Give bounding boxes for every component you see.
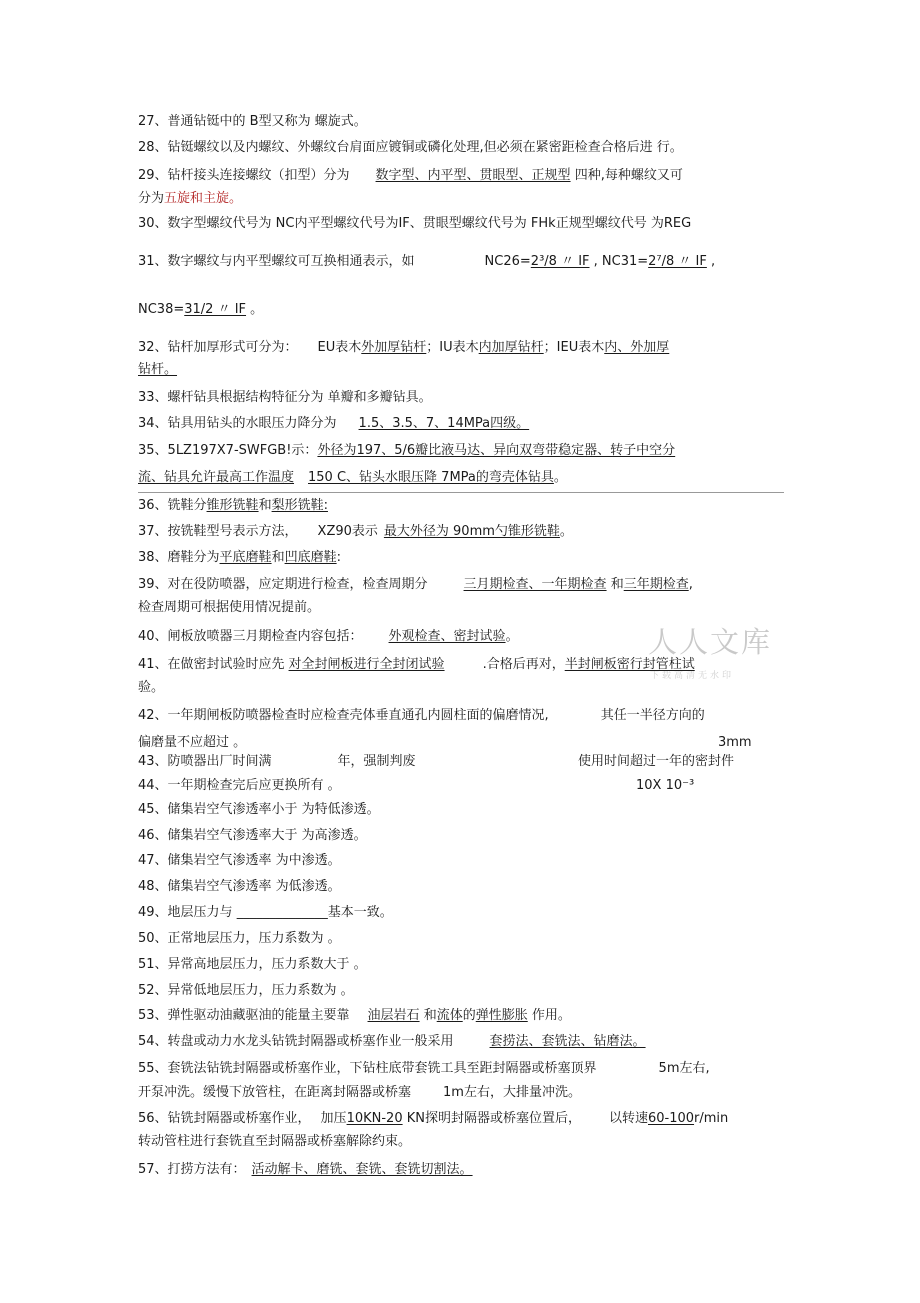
item-32 <box>138 339 669 357</box>
item-40-text: 40、闸板放喷器三月期检查内容包括： <box>138 629 363 644</box>
item-36-answer-1: 锥形铣鞋 <box>206 498 259 513</box>
item-55 <box>138 1060 710 1078</box>
item-31-nc26: NC26= <box>484 254 531 269</box>
item-42-cont-text: 偏磨量不应超过 。 <box>138 735 247 750</box>
item-40-end: 。 <box>505 629 519 644</box>
item-42-text: 42、一年期闸板防喷器检查时应检查壳体垂直通孔内圆柱面的偏磨情况, <box>138 708 549 723</box>
item-35-cont-end: 。 <box>553 470 567 485</box>
item-31-nc31: , NC31= <box>589 254 649 269</box>
item-31-tail: , <box>706 254 716 269</box>
item-46: 46、储集岩空气渗透率大于 为高渗透。 <box>138 828 367 843</box>
item-53-answer-1: 油层岩石 <box>367 1008 420 1023</box>
item-47: 47、储集岩空气渗透率 为中渗透。 <box>138 853 341 868</box>
item-37-answer: 最大外径为 90mm勺锥形铣鞋 <box>383 524 560 539</box>
item-39-cont: 检查周期可根据使用情况提前。 <box>138 600 321 615</box>
item-56-mid: KN探明封隔器或桥塞位置后， <box>402 1111 581 1126</box>
item-50: 50、正常地层压力，压力系数为 。 <box>138 931 341 946</box>
item-32-ieu: ；IEU表木 <box>543 340 605 355</box>
item-34-text: 34、钻具用钻头的水眼压力降分为 <box>138 416 337 431</box>
item-37-text: 37、按铣鞋型号表示方法， <box>138 524 298 539</box>
item-42-tail: 其任一半径方向的 <box>600 708 705 723</box>
item-44-text: 44、一年期检查完后应更换所有 。 <box>138 778 341 793</box>
item-43 <box>138 753 758 771</box>
item-31 <box>138 253 715 271</box>
item-49 <box>138 904 393 922</box>
item-31-nc26-answer: 2³/8 〃 IF <box>530 254 590 269</box>
item-53-answer-3: 弹性膨胀 <box>475 1008 528 1023</box>
item-42-cont <box>138 734 752 752</box>
item-39-text: 39、对在役防喷器，应定期进行检查，检查周期分 <box>138 577 428 592</box>
item-54-text: 54、转盘或动力水龙头钻铣封隔器或桥塞作业一般采用 <box>138 1034 454 1049</box>
item-51: 51、异常高地层压力，压力系数大于 。 <box>138 957 367 972</box>
item-38-end: : <box>336 550 341 565</box>
item-32-iu: ；IU表木 <box>426 340 479 355</box>
item-37 <box>138 523 573 541</box>
item-29-text: 29、钻杆接头连接螺纹（扣型）分为 <box>138 168 350 183</box>
item-56-unit: r/min <box>694 1111 729 1126</box>
item-35-text: 35、5LZ197X7-SWFGB!示： <box>138 443 318 458</box>
item-56-cont: 转动管柱进行套铣直至封隔器或桥塞解除约束。 <box>138 1134 412 1149</box>
item-56-answer-1: 10KN-20 <box>346 1111 403 1126</box>
item-44 <box>138 777 758 795</box>
item-32-ieu-answer: 内、外加厚 <box>604 340 670 355</box>
item-56-speed: 以转速 <box>608 1111 648 1126</box>
item-29-answer: 数字型、内平型、贯眼型、正规型 <box>375 168 571 183</box>
watermark-title: 人人文库 <box>648 625 773 659</box>
item-55-answer: 5m左右, <box>658 1061 710 1076</box>
item-38-answer-1: 平底磨鞋 <box>219 550 272 565</box>
item-39-answer-1: 三月期检查、一年期检查 <box>463 577 607 592</box>
item-49-text: 49、地层压力与 <box>138 905 237 920</box>
item-38 <box>138 549 341 567</box>
item-31-nc38-answer: 31/2 〃 IF <box>184 302 247 317</box>
item-48: 48、储集岩空气渗透率 为低渗透。 <box>138 879 341 894</box>
item-36 <box>138 497 328 515</box>
item-32-cont-answer: 钻杆。 <box>138 362 178 377</box>
item-38-and: 和 <box>271 550 285 565</box>
item-44-answer: 10X 10⁻³ <box>636 778 695 793</box>
item-31-nc31-answer: 2⁷/8 〃 IF <box>648 254 707 269</box>
item-38-answer-2: 凹底磨鞋 <box>284 550 337 565</box>
item-57 <box>138 1161 473 1179</box>
item-33: 33、螺杆钻具根据结构特征分为 单瓣和多瓣钻具。 <box>138 390 432 405</box>
section-divider <box>138 492 784 493</box>
item-53-answer-2: 流体 <box>436 1008 463 1023</box>
item-37-code: XZ90表示 <box>317 524 378 539</box>
item-45: 45、储集岩空气渗透率小于 为特低渗透。 <box>138 802 380 817</box>
item-37-end: 。 <box>559 524 573 539</box>
item-29-tail: 四种,每种螺纹又可 <box>570 168 683 183</box>
item-29-cont <box>138 190 242 208</box>
item-49-blank: ______________ <box>236 905 328 920</box>
item-55-cont <box>138 1084 581 1102</box>
item-41 <box>138 656 695 674</box>
item-54-answer: 套捞法、套铣法、钻磨法。 <box>489 1034 646 1049</box>
item-35-answer: 外径为197、5/6瓣比液马达、异向双弯带稳定器、转子中空分 <box>317 443 676 458</box>
item-41-cont: 验。 <box>138 680 165 695</box>
item-36-answer-2: 梨形铣鞋: <box>271 498 328 513</box>
item-32-eu-answer: 外加厚钻杆 <box>361 340 427 355</box>
item-43-tail: 使用时间超过一年的密封件 <box>578 754 735 769</box>
item-52: 52、异常低地层压力，压力系数为 。 <box>138 983 354 998</box>
item-35-cont-a: 流、钻具允许最高工作温度 <box>138 470 295 485</box>
item-55-cont-text: 开泵冲洗。缓慢下放管柱，在距离封隔器或桥塞 <box>138 1085 412 1100</box>
item-31-end: 。 <box>246 302 264 317</box>
item-42 <box>138 707 705 725</box>
item-55-text: 55、套铣法钻铣封隔器或桥塞作业，下钻柱底带套铣工具至距封隔器或桥塞顶界 <box>138 1061 597 1076</box>
item-53-text: 53、弹性驱动油藏驱油的能量主要靠 <box>138 1008 350 1023</box>
item-43-mid: 年，强制判废 <box>337 754 416 769</box>
item-34-answer: 1.5、3.5、7、14MPa四级。 <box>358 416 530 431</box>
item-32-text: 32、钻杆加厚形式可分为： <box>138 340 298 355</box>
item-56 <box>138 1110 728 1128</box>
item-41-answer-1: 对全封闸板进行全封闭试验 <box>288 657 445 672</box>
item-29 <box>138 167 683 185</box>
item-55-cont-answer: 1m左右，大排量冲洗。 <box>443 1085 581 1100</box>
item-39-end: , <box>688 577 693 592</box>
item-35-cont-b: 150 C、钻头水眼压降 7MPa的弯壳体钻具 <box>308 470 554 485</box>
item-41-text: 41、在做密封试验时应先 <box>138 657 285 672</box>
item-57-answer: 活动解卡、磨铣、套铣、套铣切割法。 <box>251 1162 473 1177</box>
item-40-answer: 外观检查、密封试验 <box>388 629 506 644</box>
item-31-text: 31、数字螺纹与内平型螺纹可互换相通表示，如 <box>138 254 415 269</box>
item-42-answer: 3mm <box>718 735 752 750</box>
item-32-cont <box>138 361 177 379</box>
item-32-iu-answer: 内加厚钻杆 <box>478 340 544 355</box>
item-30: 30、数字型螺纹代号为 NC内平型螺纹代号为IF、贯眼型螺纹代号为 FHk正规型螺纹代号 为REG <box>138 216 692 231</box>
watermark-subtitle: 下载高清无水印 <box>650 671 735 681</box>
item-57-text: 57、打捞方法有： <box>138 1162 246 1177</box>
item-56-answer-2: 60-100 <box>648 1111 695 1126</box>
item-53 <box>138 1007 571 1025</box>
item-28: 28、钻铤螺纹以及内螺纹、外螺纹台肩面应镀铜或磷化处理,但必须在紧密距检查合格后进 行。 <box>138 140 683 155</box>
item-39-answer-2: 三年期检查 <box>623 577 689 592</box>
item-53-and: 和 <box>419 1008 437 1023</box>
item-39 <box>138 576 693 594</box>
item-35-cont <box>138 469 567 487</box>
item-56-press: 加压 <box>320 1111 347 1126</box>
item-38-text: 38、磨鞋分为 <box>138 550 220 565</box>
item-53-end: 作用。 <box>527 1008 571 1023</box>
item-27: 27、普通钻铤中的 B型又称为 螺旋式。 <box>138 114 367 129</box>
item-41-mid: .合格后再对， <box>482 657 565 672</box>
item-36-and: 和 <box>258 498 272 513</box>
item-35 <box>138 442 675 460</box>
item-31-cont <box>138 301 263 319</box>
item-32-eu: EU表木 <box>317 340 362 355</box>
item-43-text: 43、防喷器出厂时间满 <box>138 754 272 769</box>
item-39-and: 和 <box>606 577 624 592</box>
item-34 <box>138 415 529 433</box>
item-29-cont-text: 分为 <box>138 191 165 206</box>
item-36-text: 36、铣鞋分 <box>138 498 207 513</box>
item-49-end: 基本一致。 <box>327 905 393 920</box>
item-40 <box>138 628 519 646</box>
item-53-of: 的 <box>462 1008 476 1023</box>
item-56-text: 56、钻铣封隔器或桥塞作业， <box>138 1111 311 1126</box>
item-31-nc38: NC38= <box>138 302 185 317</box>
item-29-cont-answer: 五旋和主旋。 <box>164 191 243 206</box>
item-41-answer-2: 半封闸板密行封管柱试 <box>564 657 695 672</box>
item-54 <box>138 1033 646 1051</box>
